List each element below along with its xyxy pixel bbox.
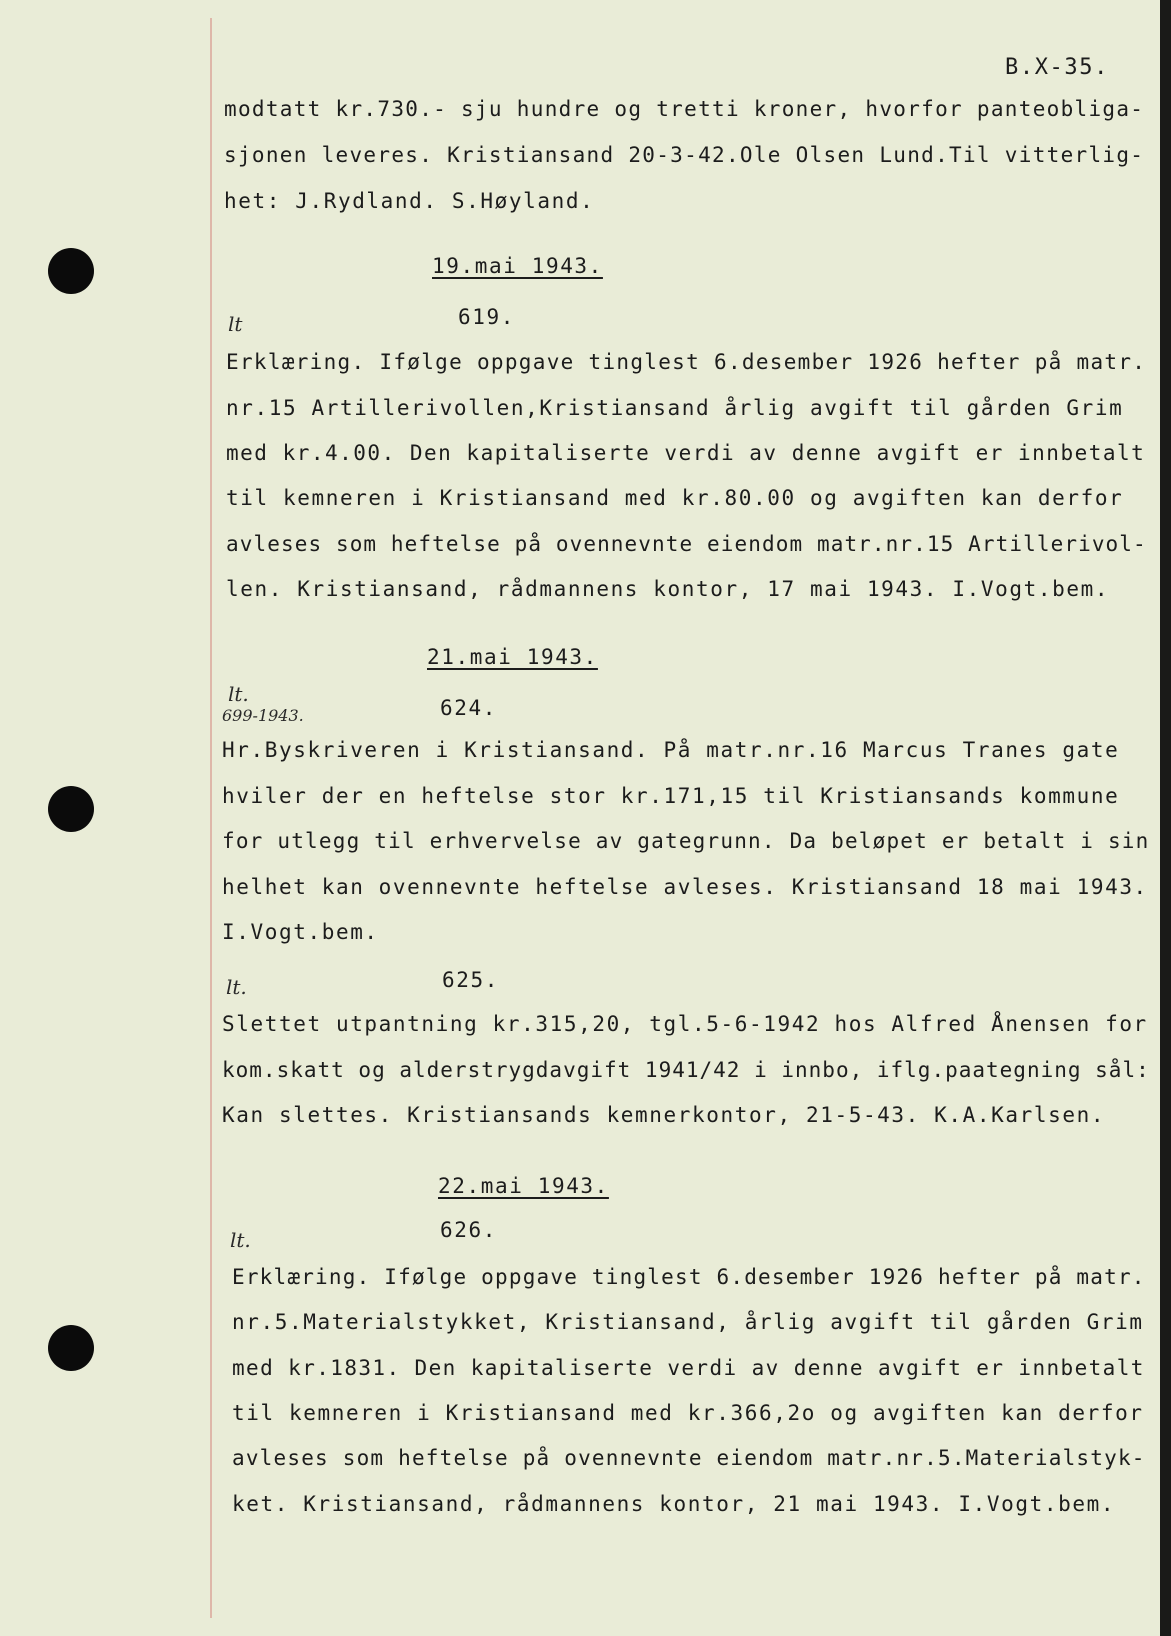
text-line: ket. Kristiansand, rådmannens kontor, 21 mai 1943. I.Vogt.bem. [232,1492,1116,1516]
text-line: kom.skatt og alderstrygdavgift 1941/42 i innbo, iflg.paategning sål: [222,1058,1150,1082]
entry-number: 626. [440,1218,497,1242]
entry-number: 625. [442,968,499,992]
text-line: hviler der en heftelse stor kr.171,15 til Kristiansands kommune [222,784,1120,808]
margin-annotation-reference: 699-1943. [222,706,304,725]
text-line: med kr.1831. Den kapitaliserte verdi av denne avgift er innbetalt [232,1356,1145,1380]
text-line: sjonen leveres. Kristiansand 20-3-42.Ole Olsen Lund.Til vitterlig- [224,143,1145,167]
text-line: helhet kan ovennevnte heftelse avleses. Kristiansand 18 mai 1943. [222,875,1148,899]
text-line: Hr.Byskriveren i Kristiansand. På matr.nr.16 Marcus Tranes gate [222,738,1120,762]
punch-hole [48,786,94,832]
margin-rule [210,18,212,1618]
text-line: avleses som heftelse på ovennevnte eiendom matr.nr.5.Materialstyk- [232,1446,1146,1470]
margin-annotation: lt. [230,1228,251,1252]
margin-annotation: lt. [226,975,247,999]
text-line: het: J.Rydland. S.Høyland. [224,189,595,213]
text-line: avleses som heftelse på ovennevnte eiendom matr.nr.15 Artillerivol- [226,532,1147,556]
text-line: Kan slettes. Kristiansands kemnerkontor, 21-5-43. K.A.Karlsen. [222,1103,1106,1127]
entry-number: 619. [458,305,515,329]
margin-annotation: lt [228,312,243,336]
date-heading: 21.mai 1943. [427,645,598,669]
text-line: I.Vogt.bem. [222,920,379,944]
date-heading: 19.mai 1943. [432,254,603,278]
margin-annotation: lt. [228,682,249,706]
text-line: for utlegg til erhvervelse av gategrunn. Da beløpet er betalt i sin [222,829,1150,853]
text-line: til kemneren i Kristiansand med kr.80.00 og avgiften kan derfor [226,486,1124,510]
text-line: nr.15 Artillerivollen,Kristiansand årlig avgift til gården Grim [226,396,1124,420]
punch-hole [48,1325,94,1371]
text-line: Erklæring. Ifølge oppgave tinglest 6.desember 1926 hefter på matr. [226,350,1147,374]
punch-hole [48,248,94,294]
page-reference: B.X-35. [1005,55,1109,80]
text-line: med kr.4.00. Den kapitaliserte verdi av denne avgift er innbetalt [226,441,1146,465]
text-line: Erklæring. Ifølge oppgave tinglest 6.desember 1926 hefter på matr. [232,1265,1146,1289]
text-line: modtatt kr.730.- sju hundre og tretti kroner, hvorfor panteobliga- [224,97,1145,121]
text-line: len. Kristiansand, rådmannens kontor, 17 mai 1943. I.Vogt.bem. [226,577,1110,601]
entry-number: 624. [440,696,497,720]
text-line: til kemneren i Kristiansand med kr.366,2o og avgiften kan derfor [232,1401,1144,1425]
text-line: Slettet utpantning kr.315,20, tgl.5-6-1942 hos Alfred Ånensen for [222,1012,1148,1036]
date-heading: 22.mai 1943. [438,1174,609,1198]
text-line: nr.5.Materialstykket, Kristiansand, årlig avgift til gården Grim [232,1310,1144,1334]
